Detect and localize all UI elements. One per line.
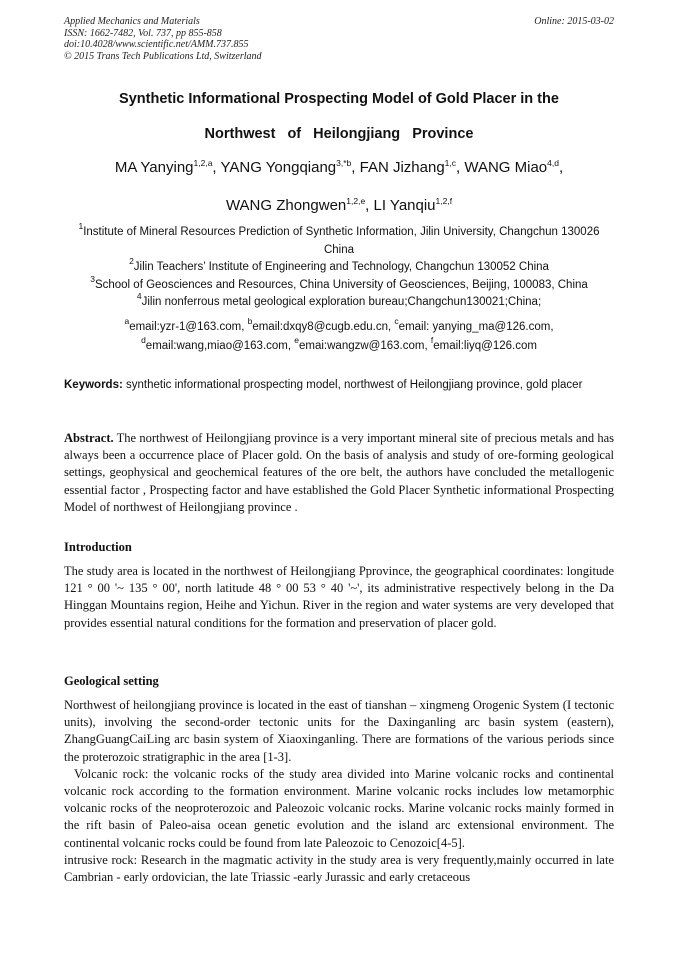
journal-header [64,16,262,62]
affiliation-text: Jilin Teachers’ Institute of Engineering and Technology, Changchun 130052 China [133,261,549,273]
email-address: email:liyq@126.com [433,339,537,352]
email-address: emai:wangzw@163.com, [299,339,431,352]
affiliation [64,256,614,277]
paper-title-line-1: Synthetic Informational Prospecting Model of Gold Placer in the [119,91,559,107]
author-name: MA Yanying [114,159,194,176]
author-separator: , [212,159,221,176]
affiliation [64,273,614,295]
author-separator: , [456,159,465,176]
email-address: email:wang,miao@163.com, [145,339,295,352]
author-affil-sup: 3,*b [336,158,352,168]
email-address: email:dxqy8@cugb.edu.cn, [252,321,395,333]
author-separator: , [351,159,360,176]
affiliation-sup: 3 [90,273,95,284]
email-sup: d [141,334,146,345]
email-line-1 [64,318,614,337]
section-heading-geological-setting: Geological setting [64,674,159,688]
author-separator: , [558,159,564,176]
keywords [64,377,614,394]
keywords-label: Keywords: [64,379,123,391]
affiliation-text: Jilin nonferrous metal geological exploration bureau;Changchun130021;China; [141,296,542,308]
author-list-line-2 [60,197,618,214]
journal-name: Applied Mechanics and Materials [64,16,200,27]
section-heading-introduction: Introduction [64,540,132,554]
doi-line: doi:10.4028/www.scientific.net/AMM.737.855 [64,39,249,50]
affiliation-sup: 4 [136,291,142,301]
affiliations [64,221,614,312]
affiliation [64,221,614,259]
email-address: email: yanying_ma@126.com, [398,321,554,333]
author-affil-sup: 4,d [547,158,559,168]
email-sup: e [294,334,299,345]
email-address: email:yzr-1@163.com, [129,321,248,333]
author-emails [64,318,614,355]
author-list-line-1 [60,159,618,176]
affiliation-text: Institute of Mineral Resources Prediction of Synthetic Information, Jilin University, Changchun 130026 China [83,226,600,256]
abstract [64,430,614,516]
author-name: YANG Yongqiang [220,159,337,176]
author-name: WANG Miao [464,159,548,176]
abstract-label: Abstract. [64,431,114,445]
abstract-text: The northwest of Heilongjiang province is a very important mineral site of precious metals and has always been a occurrence place of Placer gold. On the basis of analysis and study of ore-forming geological settings, geophysical and geochemical features of the ore belt, the authors have concluded the metallogenic essential factor , Prospecting factor and have established the Gold Placer Synthetic informational Prospecting Model of northwest of Heilongjiang province . [64,431,614,514]
author-name: FAN Jizhang [359,159,445,176]
geological-setting-body [64,697,614,886]
author-affil-sup: 1,2,f [435,196,453,206]
author-name: LI Yanqiu [373,197,436,214]
author-affil-sup: 1,c [444,158,457,168]
email-sup: a [124,316,130,326]
issn-line: ISSN: 1662-7482, Vol. 737, pp 855-858 [64,27,222,39]
email-sup: c [394,316,399,326]
email-line-2 [64,334,614,356]
introduction-text: The study area is located in the northwest of Heilongjiang Pprovince, the geographical coordinates: longitude 121 ° 00 '~ 135 ° 00', north latitude 48 ° 00 53 ° 40 '~', its administrative respectively belong in the Da Hinggan Mountains region, Heihe and Yichun. River in the region and water systems are very developed that provides essential natural conditions for the formation and preservation of placer gold. [64,564,614,630]
author-separator: , [365,197,374,214]
author-affil-sup: 1,2,e [346,196,366,206]
affiliation-sup: 2 [129,256,134,266]
online-date: Online: 2015-03-02 [534,16,614,27]
paper-title-line-2: Northwest of Heilongjiang Province [204,126,474,142]
email-sup: f [430,334,434,345]
copyright-line: © 2015 Trans Tech Publications Ltd, Switzerland [64,50,262,62]
geological-paragraph-3: intrusive rock: Research in the magmatic activity in the study area is very frequently,mainly occurred in late Cambrian - early ordovician, the late Triassic -early Jurassic and early cretaceous [64,852,614,885]
email-sup: b [247,316,253,326]
geological-paragraph-1: Northwest of heilongjiang province is located in the east of tianshan – xingmeng Orogenic System (I tectonic units), involving the second-order tectonic units for the Daxinganling arc basin system (eastern), ZhangGuangCaiLing arc basin system of Xiaoxinganling. There are formations of the various periods since the proterozoic stratigraphic in the area [1-3]. [64,698,614,764]
keywords-text: synthetic informational prospecting model, northwest of Heilongjiang province, gold placer [122,379,583,391]
affiliation-sup: 1 [78,221,84,231]
geological-paragraph-2: Volcanic rock: the volcanic rocks of the study area divided into Marine volcanic rocks and continental volcanic rock according to the formation environment. Marine volcanic rocks includes low metamorphic volcanic rocks of the neoproterozoic and Paleozoic volcanic rocks. Marine volcanic rocks mainly formed in the rift basin of Paleo-aisa ocean genetic evolution and the island arc extensional environment. The continental volcanic rocks could be found from late Paleozoic to Cenozoic[4-5]. [64,766,614,850]
affiliation-text: School of Geosciences and Resources, China University of Geosciences, Beijing, 100083, China [94,278,588,291]
author-affil-sup: 1,2,a [193,158,213,168]
affiliation [64,291,614,312]
author-name: WANG Zhongwen [225,197,347,214]
